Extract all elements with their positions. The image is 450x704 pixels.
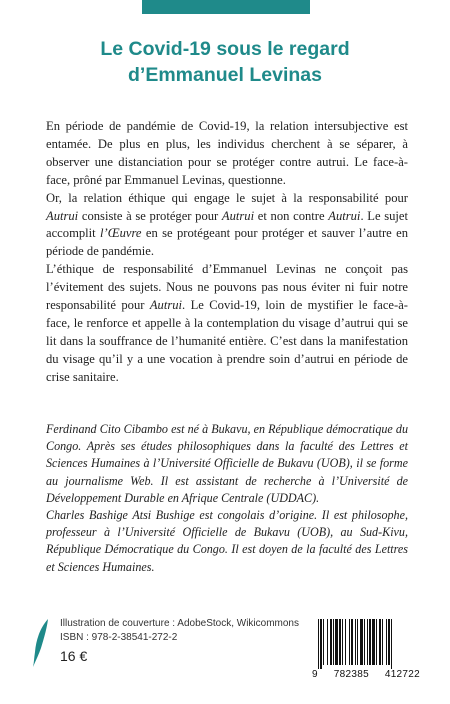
italic-term: l’Œuvre bbox=[100, 226, 142, 241]
barcode-bar bbox=[355, 619, 356, 665]
book-title bbox=[0, 36, 450, 88]
back-cover-summary bbox=[46, 118, 408, 387]
barcode-bar bbox=[327, 619, 328, 665]
text-run: en se protégeant pour protéger et sauver l’autre en période de pandémie. bbox=[46, 226, 408, 259]
text-run: Or, la relation éthique qui engage le sujet à la responsabilité pour bbox=[46, 190, 408, 205]
text-run: . Le Covid-19, loin de mystifier le face-à-face, le renforce et appelle à la contemplation du visage d’autrui qui se lit dans la souffrance de l’humanité entière. C’est dans la manifestation du visage qu’il y a une vocation à prendre soin d’autrui en période de crise sanitaire. bbox=[46, 298, 408, 384]
text-run: . Le sujet accomplit bbox=[46, 208, 408, 241]
barcode-bar bbox=[351, 619, 353, 665]
quill-icon bbox=[32, 618, 52, 668]
barcode-bar bbox=[382, 619, 383, 665]
barcode-bar bbox=[318, 619, 319, 669]
barcode-bar bbox=[372, 619, 375, 665]
text-run: et non contre bbox=[254, 208, 329, 223]
italic-term: Autrui bbox=[46, 208, 79, 223]
barcode-bar bbox=[386, 619, 387, 665]
barcode-bar bbox=[376, 619, 377, 665]
summary-paragraph-1: En période de pandémie de Covid-19, la relation intersubjective est entamée. De plus en plus, les individus cherchent à se séparer, à observer une distanciation pour se protéger contre autrui. Le face-à-face, prôné par Emmanuel Levinas, questionne. bbox=[46, 119, 408, 187]
title-line-1: Le Covid-19 sous le regard bbox=[100, 38, 350, 60]
barcode-bar bbox=[360, 619, 363, 665]
top-accent-bar bbox=[142, 0, 310, 14]
barcode-digits bbox=[312, 669, 420, 680]
title-line-2: d’Emmanuel Levinas bbox=[128, 64, 322, 86]
footer-credits bbox=[60, 617, 299, 645]
author-bio-2: Charles Bashige Atsi Bushige est congolais d’origine. Il est philosophe, professeur à l’Université Officielle de Bukavu (UOB), au Sud-Kivu, République Démocratique du Congo. Il est doyen de la faculté des Lettres et Sciences Humaines. bbox=[46, 508, 408, 574]
barcode-bar bbox=[367, 619, 368, 665]
barcode-digit-group: 412722 bbox=[384, 669, 420, 680]
author-bio-1: Ferdinand Cito Cibambo est né à Bukavu, en République démocratique du Congo. Après ses études philosophiques dans la faculté des Lettres et Sciences Humaines à l’Université Officielle de Bukavu (UOB), il se forme au journalisme Web. Il est assistant de recherche à l’Université de Développement Durable en Afrique Centrale (UDDAC). bbox=[46, 422, 408, 505]
summary-paragraph-3 bbox=[46, 261, 408, 386]
barcode-bar bbox=[320, 619, 322, 669]
isbn-barcode bbox=[312, 617, 420, 685]
barcode-bar bbox=[323, 619, 324, 665]
barcode-bar bbox=[364, 619, 365, 665]
isbn-text: ISBN : 978-2-38541-272-2 bbox=[60, 632, 178, 643]
barcode-bar bbox=[339, 619, 341, 665]
italic-term: Autrui bbox=[221, 208, 255, 223]
barcode-bar bbox=[369, 619, 371, 665]
barcode-bar bbox=[388, 619, 390, 665]
barcode-bar bbox=[342, 619, 343, 665]
barcode-bar bbox=[330, 619, 332, 665]
text-run: L’éthique de responsabilité d’Emmanuel Levinas ne conçoit pas l’évitement des sujets. Nous ne pouvons pas nous éviter ni fuir notre responsabilité pour bbox=[46, 262, 408, 313]
illustration-credit: Illustration de couverture : AdobeStock, Wikicommons bbox=[60, 618, 299, 629]
summary-paragraph-2 bbox=[46, 190, 408, 262]
price-label: 16 € bbox=[60, 648, 88, 664]
barcode-bar bbox=[379, 619, 381, 665]
barcode-digit-group: 9 bbox=[312, 669, 318, 680]
italic-term: Autrui bbox=[328, 208, 361, 223]
author-biographies bbox=[46, 421, 408, 576]
barcode-bar bbox=[357, 619, 358, 665]
barcode-bars bbox=[316, 619, 416, 669]
barcode-digit-group: 782385 bbox=[333, 669, 369, 680]
italic-term: Autrui bbox=[149, 298, 183, 313]
barcode-bar bbox=[391, 619, 392, 669]
text-run: consiste à se protéger pour bbox=[78, 208, 222, 223]
barcode-bar bbox=[345, 619, 346, 665]
barcode-bar bbox=[349, 619, 350, 665]
barcode-bar bbox=[333, 619, 334, 665]
barcode-bar bbox=[335, 619, 338, 665]
